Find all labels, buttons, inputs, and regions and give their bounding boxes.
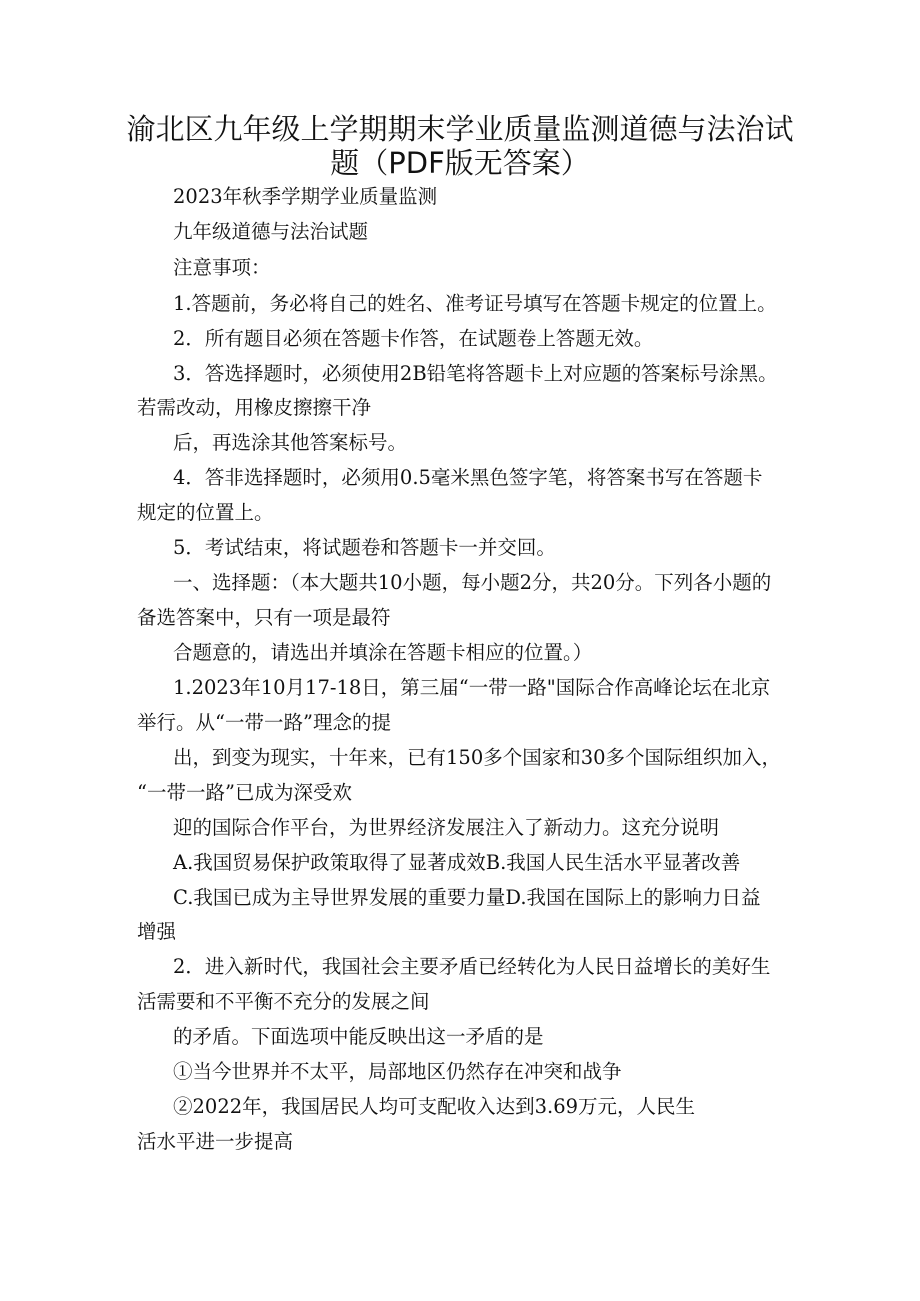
exam-subject-heading: 九年级道德与法治试题 <box>173 220 369 243</box>
question-1-stem: 1.2023年10月17-18日，第三届“一带一路"国际合作高峰论坛在北京 <box>173 676 771 699</box>
notice-item-2: 2．所有题目必须在答题卡作答，在试题卷上答题无效。 <box>173 327 654 350</box>
question-1-stem-cont-2: 出，到变为现实，十年来，已有150多个国家和30多个国际组织加入， <box>173 746 782 769</box>
notice-item-3-cont-1: 若需改动，用橡皮擦擦干净 <box>137 396 372 419</box>
section-one-heading-cont-2: 合题意的，请选出并填涂在答题卡相应的位置。） <box>173 641 593 664</box>
question-1-stem-cont-4: 迎的国际合作平台，为世界经济发展注入了新动力。这充分说明 <box>173 816 720 839</box>
question-1-options-ab: A.我国贸易保护政策取得了显著成效B.我国人民生活水平显著改善 <box>173 851 741 874</box>
document-title-line-2: 题（PDF版无答案） <box>330 146 590 180</box>
notice-item-4: 4．答非选择题时，必须用0.5毫米黑色签字笔，将答案书写在答题卡 <box>173 466 763 489</box>
question-2-stem-cont-1: 活需要和不平衡不充分的发展之间 <box>137 990 430 1013</box>
notice-item-3-cont-2: 后，再选涂其他答案标号。 <box>173 431 408 454</box>
question-1-options-cd: C.我国已成为主导世界发展的重要力量D.我国在国际上的影响力日益 <box>173 886 761 909</box>
notice-item-1: 1.答题前，务必将自己的姓名、准考证号填写在答题卡规定的位置上。 <box>173 292 777 315</box>
notice-heading: 注意事项： <box>173 256 271 279</box>
notice-item-4-cont: 规定的位置上。 <box>137 501 274 524</box>
section-one-heading-cont-1: 备选答案中，只有一项是最符 <box>137 606 391 629</box>
question-2-item-2-cont: 活水平进一步提高 <box>137 1130 294 1153</box>
question-2-stem: 2．进入新时代，我国社会主要矛盾已经转化为人民日益增长的美好生 <box>173 955 771 978</box>
exam-term-heading: 2023年秋季学期学业质量监测 <box>173 185 438 208</box>
notice-item-3: 3．答选择题时，必须使用2B铅笔将答题卡上对应题的答案标号涂黑。 <box>173 362 778 385</box>
question-1-options-cd-cont: 增强 <box>137 920 177 943</box>
question-1-stem-cont-1: 举行。从“一带一路”理念的提 <box>137 711 391 734</box>
section-one-heading: 一、选择题：（本大题共10小题，每小题2分，共20分。下列各小题的 <box>173 571 772 594</box>
notice-item-5: 5．考试结束，将试题卷和答题卡一并交回。 <box>173 536 556 559</box>
document-title-line-1: 渝北区九年级上学期期末学业质量监测道德与法治试 <box>126 112 794 146</box>
question-2-stem-cont-2: 的矛盾。下面选项中能反映出这一矛盾的是 <box>173 1025 544 1048</box>
question-2-item-2: ②2022年，我国居民人均可支配收入达到3.69万元，人民生 <box>173 1095 696 1118</box>
question-1-stem-cont-3: “一带一路”已成为深受欢 <box>137 781 352 804</box>
question-2-item-1: ①当今世界并不太平，局部地区仍然存在冲突和战争 <box>173 1060 622 1083</box>
